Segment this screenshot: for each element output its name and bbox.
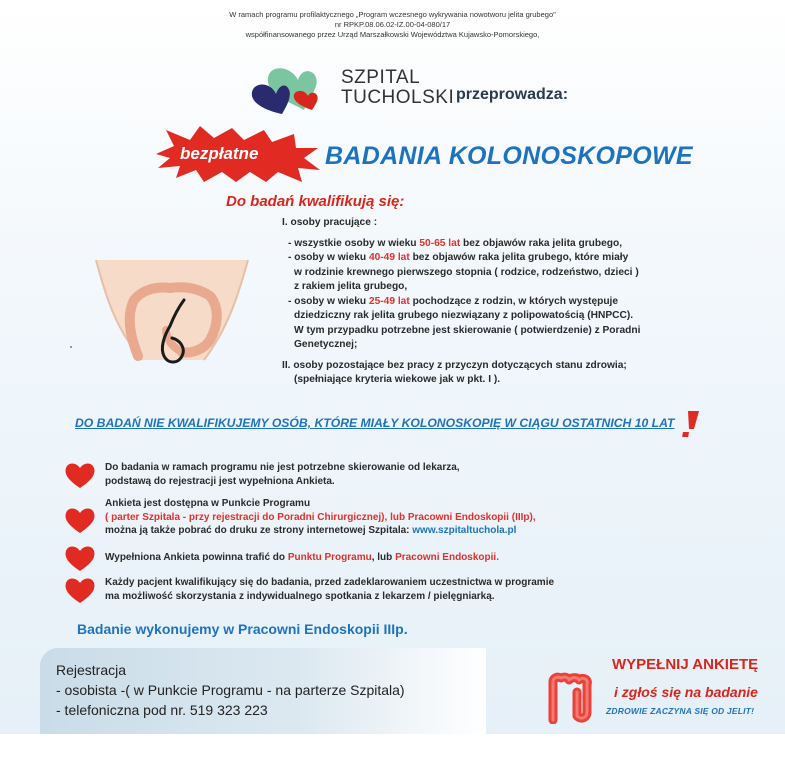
criterion-3-line-2: dziedziczny rak jelita grubego niezwiązany z polipowatością (HNPCC). — [294, 310, 634, 321]
location-note: Badanie wykonujemy w Pracowni Endoskopii IIIp. — [77, 621, 408, 637]
registration-phone: - telefoniczna pod nr. 519 323 223 — [56, 702, 268, 718]
group-1-heading: I. osoby pracujące : — [282, 217, 378, 228]
info-4-line-2: ma możliwość skorzystania z indywidualnego spotkania z lekarzem / pielęgniarką. — [105, 590, 495, 602]
registration-in-person: - osobista -( w Punkcie Programu - na parterze Szpitala) — [56, 682, 405, 698]
criterion-3-text: - osoby w wieku — [288, 295, 369, 307]
cta-fill-survey: WYPEŁNIJ ANKIETĘ — [612, 656, 759, 673]
performs-label: przeprowadza: — [456, 86, 569, 103]
hospital-logo — [248, 66, 455, 114]
info-2-line-1: Ankieta jest dostępna w Punkcie Programu — [105, 498, 311, 509]
funding-line-2: nr RPKP.08.06.02-IZ.00-04-080/17 — [334, 20, 451, 29]
criterion-2-line-2: w rodzinie krewnego pierwszego stopnia ( rodzice, rodzeństwo, dzieci ) — [294, 266, 639, 278]
hearts-logo-icon — [248, 66, 343, 114]
info-3-red-1: Punktu Programu — [287, 552, 372, 563]
info-1-line-2: podstawą do rejestracji jest wypełniona Ankieta. — [105, 475, 335, 487]
exclamation-icon — [682, 410, 700, 438]
qualification-criteria — [282, 216, 722, 388]
info-paragraph-3 — [105, 551, 499, 565]
funding-line-3: współfinansowanego przez Urząd Marszałkowski Województwa Kujawsko-Pomorskiego, — [245, 30, 540, 39]
logo-line-2: TUCHOLSKI — [341, 87, 455, 108]
heart-bullet-icon — [64, 545, 96, 573]
info-3-red-2: Pracowni Endoskopii. — [395, 552, 499, 563]
colon-icon — [545, 672, 593, 724]
qualification-title: Do badań kwalifikują się: — [226, 193, 405, 210]
headline: BADANIA KOLONOSKOPOWE — [325, 142, 693, 170]
criterion-1-text: - wszystkie osoby w wieku — [288, 237, 420, 249]
criterion-1 — [282, 237, 722, 252]
funding-note — [0, 10, 785, 40]
bottom-margin — [0, 734, 785, 768]
heart-bullet-icon — [64, 577, 96, 605]
criterion-3-text-end: pochodzące z rodzin, w których występuje — [409, 295, 619, 307]
registration — [56, 660, 405, 720]
exclusion-warning: DO BADAŃ NIE KWALIFIKUJEMY OSÓB, KTÓRE MIAŁY KOLONOSKOPIĘ W CIĄGU OSTATNICH 10 LAT — [75, 416, 675, 430]
decorative-dot — [70, 346, 72, 348]
website-link[interactable]: www.szpitaltuchola.pl — [412, 525, 517, 536]
criterion-3-age: 25-49 lat — [368, 295, 410, 307]
criterion-1-age: 50-65 lat — [419, 237, 461, 249]
registration-title: Rejestracja — [56, 662, 127, 678]
info-2-line-3-text: można ją także pobrać do druku ze strony internetowej Szpitala: — [105, 525, 413, 536]
heart-bullet-icon — [64, 507, 96, 535]
criterion-2-age: 40-49 lat — [368, 252, 410, 263]
criterion-3-line-4: Genetycznej; — [294, 339, 358, 350]
info-4-line-1: Każdy pacjent kwalifikujący się do badania, przed zadeklarowaniem uczestnictwa w programie — [105, 577, 555, 588]
group-2-line-2: (spełniające kryteria wiekowe jak w pkt. I ). — [294, 374, 501, 385]
criterion-1-text-end: bez objawów raka jelita grubego, — [460, 237, 623, 249]
criterion-2 — [282, 251, 722, 266]
info-1-line-1: Do badania w ramach programu nie jest potrzebne skierowanie od lekarza, — [105, 462, 460, 473]
logo-text — [341, 68, 454, 108]
logo-line-1: SZPITAL — [341, 67, 421, 88]
info-paragraph-4 — [105, 576, 554, 603]
criterion-3 — [282, 295, 722, 310]
info-paragraph-2 — [105, 497, 536, 538]
info-2-line-2: ( parter Szpitala - przy rejestracji do Poradni Chirurgicznej), lub Pracowni Endoskopii (IIIp), — [105, 511, 536, 523]
cta-slogan: ZDROWIE ZACZYNA SIĘ OD JELIT! — [606, 706, 755, 716]
cta-register: i zgłoś się na badanie — [614, 684, 758, 700]
funding-line-1: W ramach programu profilaktycznego „Program wczesnego wykrywania nowotworu jelita grubego" — [229, 10, 556, 19]
free-badge: bezpłatne — [180, 144, 259, 163]
heart-bullet-icon — [64, 462, 96, 490]
criterion-2-text: - osoby w wieku — [288, 252, 369, 263]
group-2-heading: II. osoby pozostające bez pracy z przyczyn dotyczących stanu zdrowia; — [282, 359, 627, 371]
criterion-2-text-end: bez objawów raka jelita grubego, które miały — [409, 252, 629, 263]
info-2-line-3 — [105, 524, 536, 538]
info-3-text: Wypełniona Ankieta powinna trafić do — [105, 552, 288, 563]
colon-anatomy-icon — [86, 256, 256, 374]
criterion-2-line-3: z rakiem jelita grubego, — [294, 281, 408, 292]
criterion-3-line-3: W tym przypadku potrzebne jest skierowanie ( potwierdzenie) z Poradni — [294, 324, 641, 336]
info-3-mid: , lub — [371, 552, 396, 563]
info-paragraph-1 — [105, 461, 460, 488]
